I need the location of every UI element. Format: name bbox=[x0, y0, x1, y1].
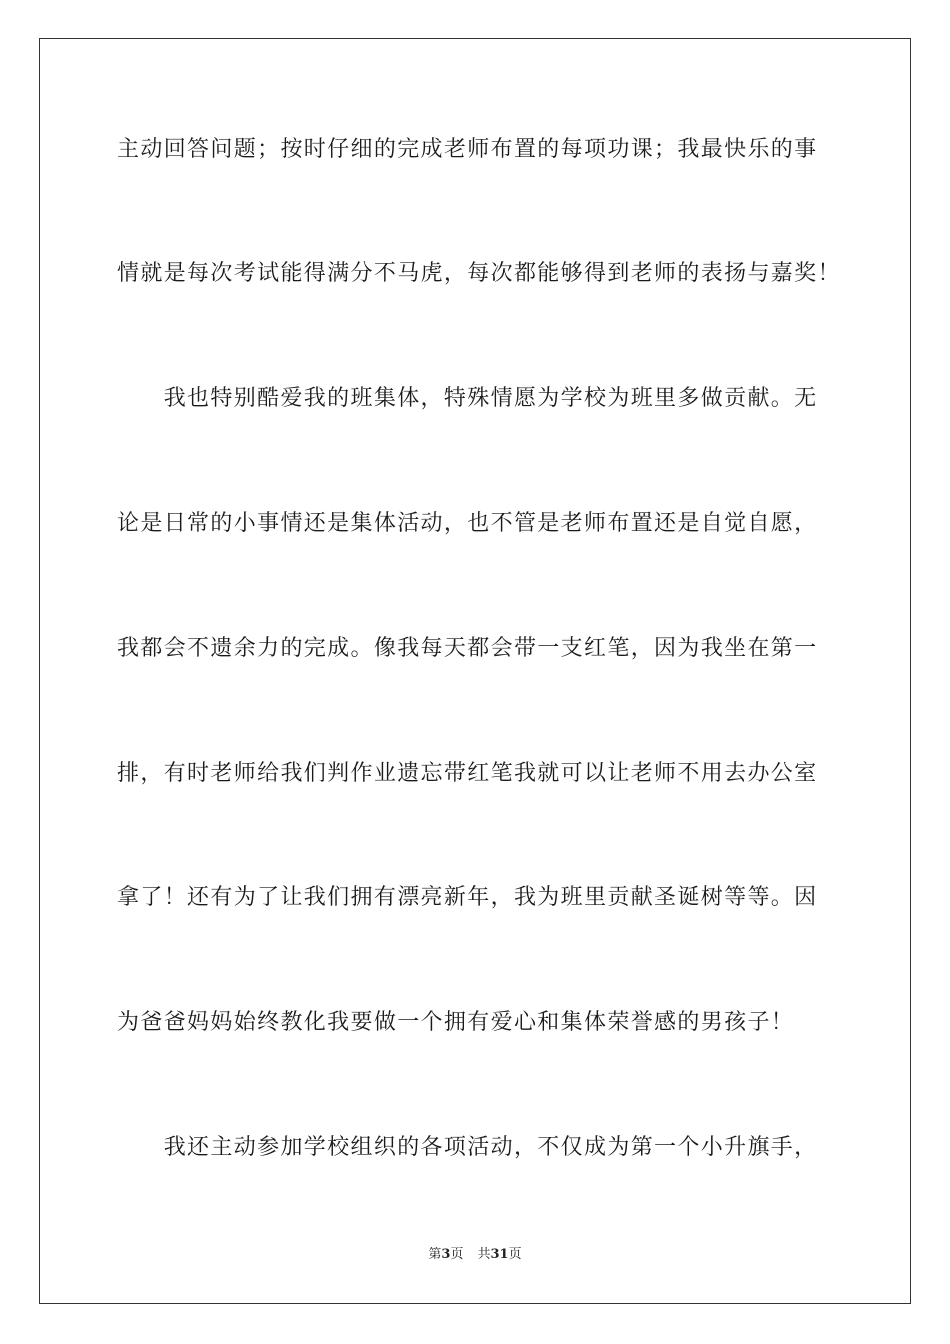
page-footer bbox=[0, 1246, 950, 1264]
page-number: 3 bbox=[441, 1247, 451, 1262]
total-pages: 31 bbox=[490, 1247, 509, 1262]
body-text-line: 主动回答问题；按时仔细的完成老师布置的每项功课；我最快乐的事 bbox=[117, 137, 818, 162]
page-prefix: 第 bbox=[428, 1247, 442, 1262]
body-text-line: 拿了！还有为了让我们拥有漂亮新年，我为班里贡献圣诞树等等。因 bbox=[117, 885, 818, 910]
page-border bbox=[39, 38, 911, 1304]
total-suffix: 页 bbox=[508, 1247, 522, 1262]
total-prefix: 共 bbox=[477, 1247, 491, 1262]
body-text-line: 我还主动参加学校组织的各项活动，不仅成为第一个小升旗手， bbox=[117, 1135, 818, 1160]
body-text-line: 我也特别酷爱我的班集体，特殊情愿为学校为班里多做贡献。无 bbox=[117, 386, 818, 411]
body-text-line: 为爸爸妈妈始终教化我要做一个拥有爱心和集体荣誉感的男孩子！ bbox=[117, 1010, 795, 1035]
body-text-line: 情就是每次考试能得满分不马虎，每次都能够得到老师的表扬与嘉奖！ bbox=[117, 261, 841, 286]
body-text-line: 论是日常的小事情还是集体活动，也不管是老师布置还是自觉自愿， bbox=[117, 511, 818, 536]
body-text-line: 排，有时老师给我们判作业遗忘带红笔我就可以让老师不用去办公室 bbox=[117, 761, 818, 786]
page-suffix: 页 bbox=[450, 1247, 464, 1262]
body-text-line: 我都会不遗余力的完成。像我每天都会带一支红笔，因为我坐在第一 bbox=[117, 636, 818, 661]
